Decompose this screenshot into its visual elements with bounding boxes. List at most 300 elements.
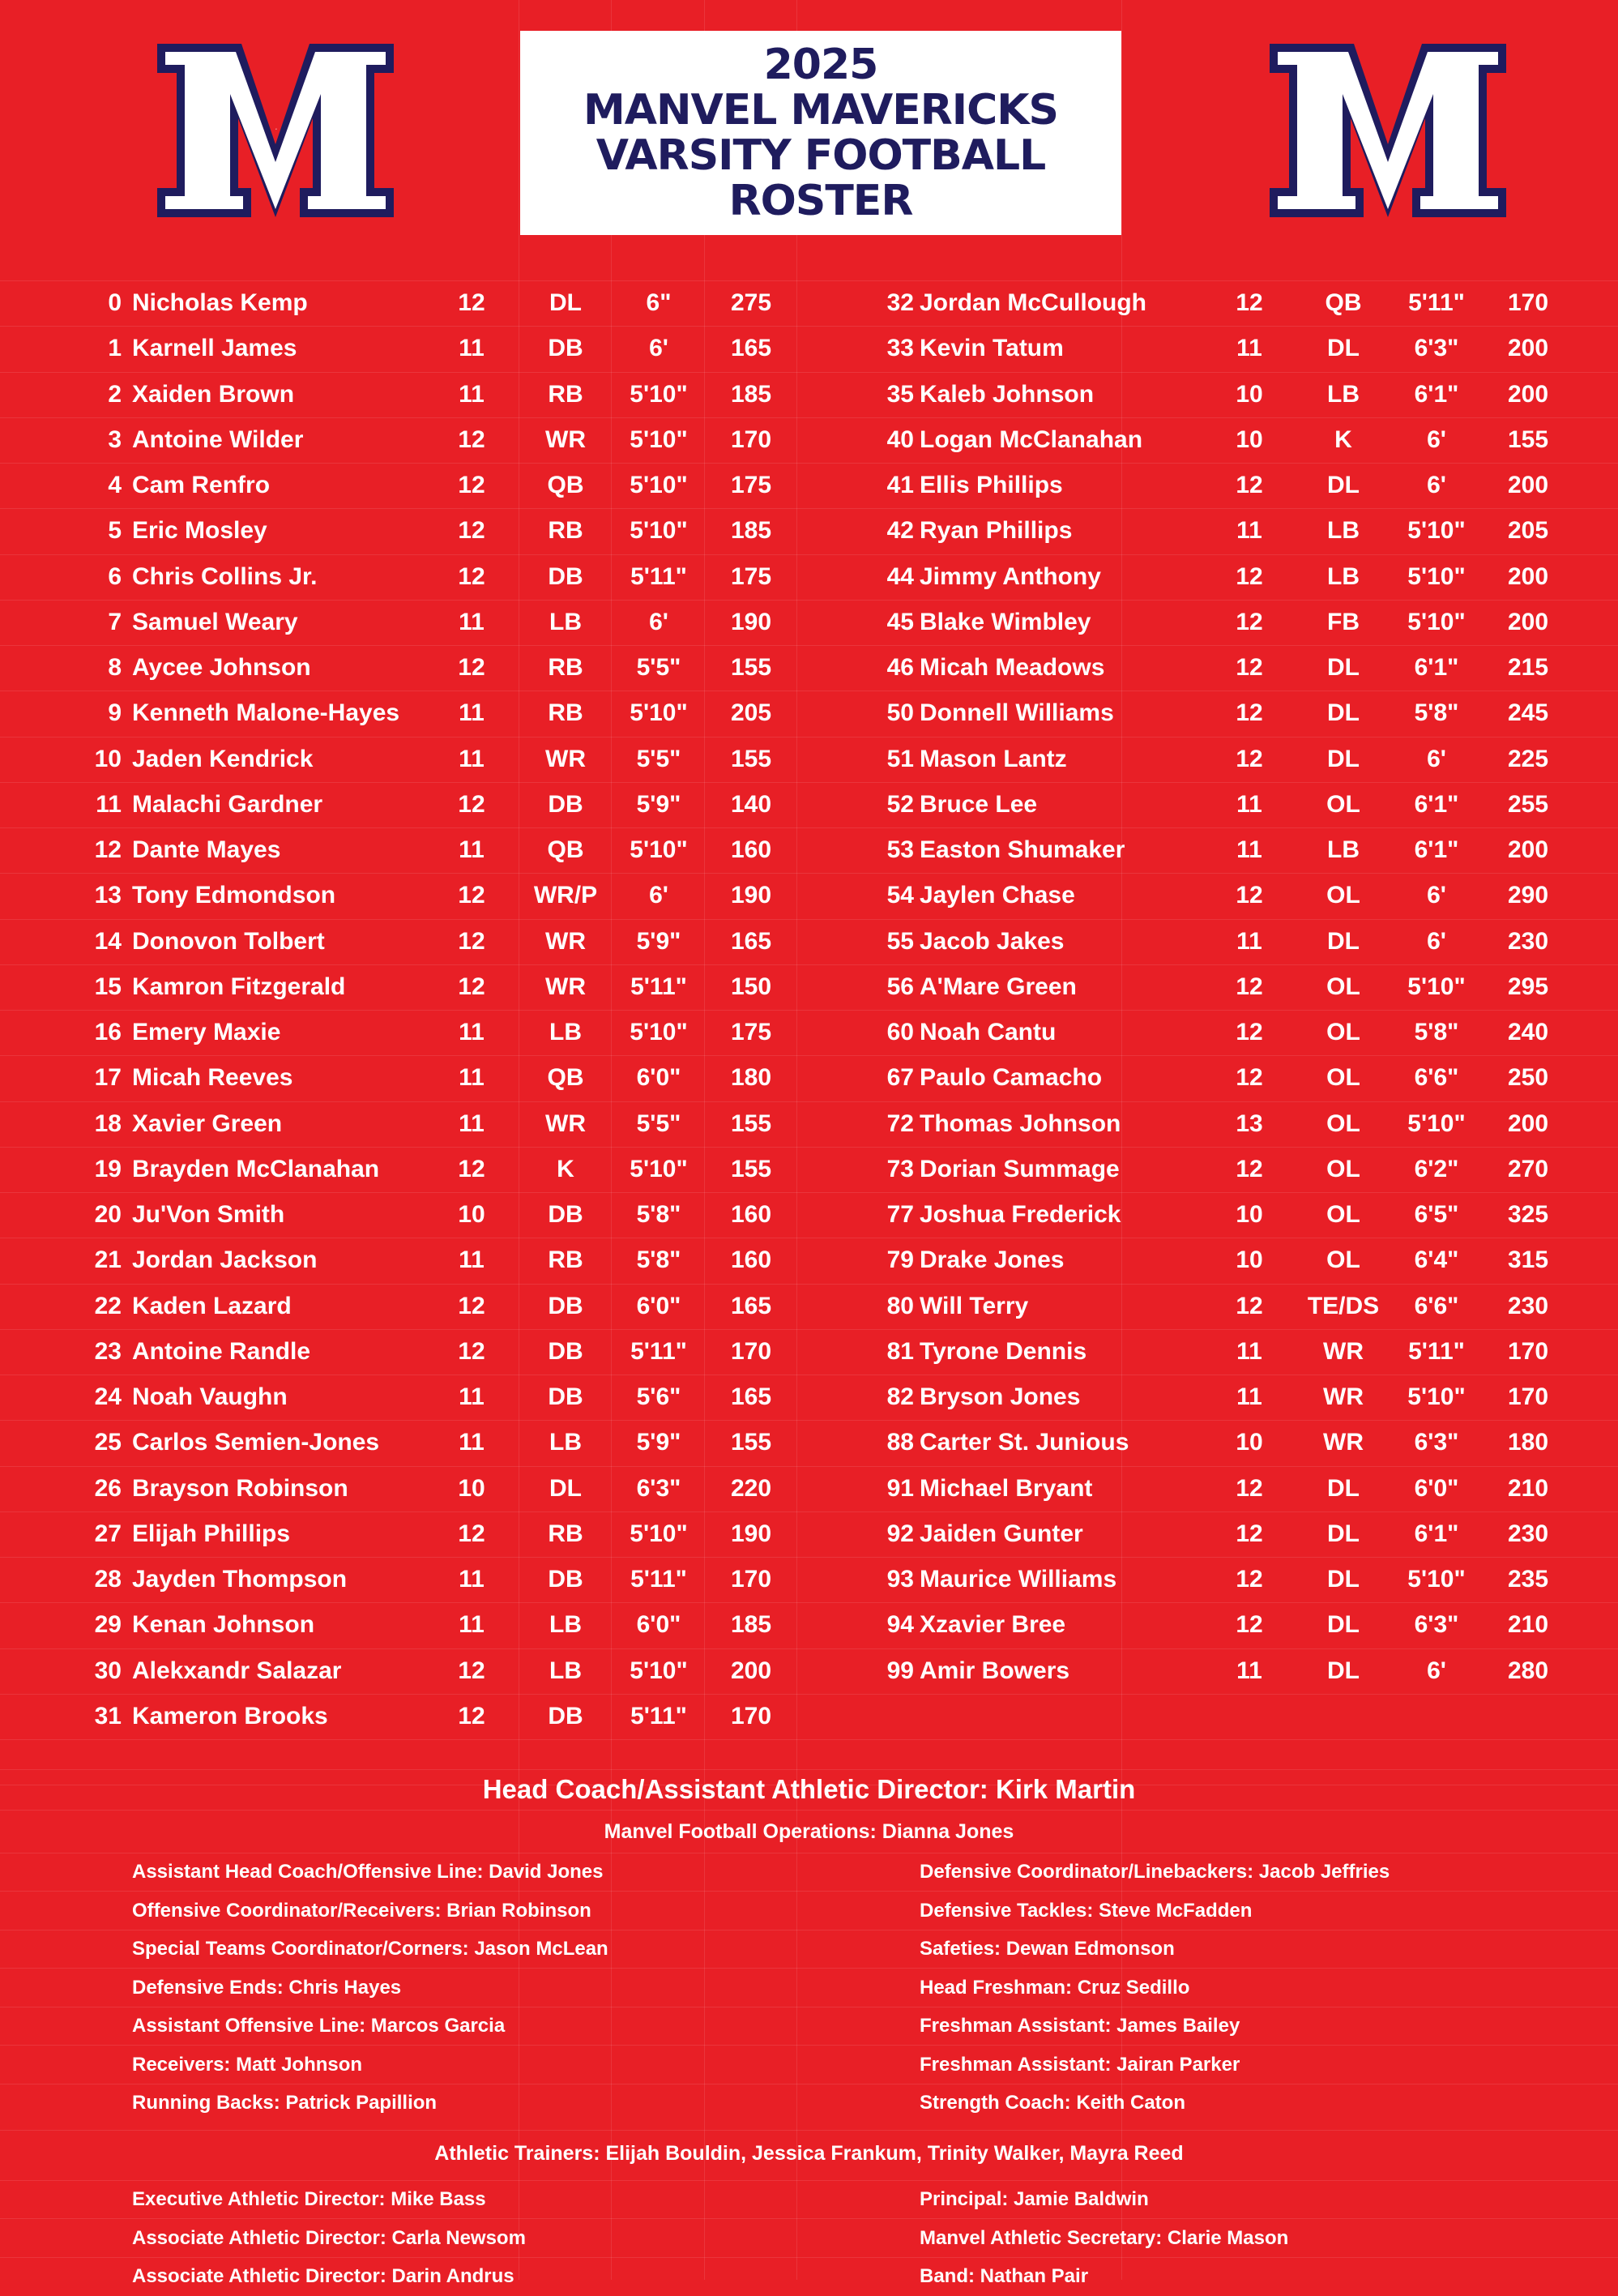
player-grade: 11 (459, 608, 485, 635)
player-height: 5'10" (630, 425, 688, 453)
title-program: VARSITY FOOTBALL (596, 131, 1046, 180)
staff-entry: Freshman Assistant: Jairan Parker (920, 2053, 1240, 2076)
player-height: 5'6" (636, 1383, 681, 1410)
jersey-number: 8 (108, 654, 122, 681)
player-height: 6'3" (1414, 1429, 1459, 1456)
player-name: Aycee Johnson (132, 654, 311, 681)
player-grade: 12 (458, 973, 485, 1000)
player-grade: 12 (458, 1292, 485, 1319)
player-grade: 10 (458, 1474, 485, 1502)
player-height: 5'10" (1407, 1383, 1466, 1410)
staff-entry: Assistant Head Coach/Offensive Line: David Jones (132, 1861, 604, 1883)
player-height: 6'1" (1414, 380, 1459, 408)
player-height: 5'10" (630, 1520, 688, 1547)
player-name: Micah Meadows (920, 654, 1105, 681)
player-weight: 170 (1507, 1383, 1549, 1410)
staff-entry: Head Freshman: Cruz Sedillo (920, 1976, 1190, 1999)
player-height: 6' (649, 882, 668, 909)
player-height: 6' (1427, 1657, 1446, 1684)
player-position: OL (1326, 973, 1360, 1000)
roster-row (802, 691, 1612, 736)
player-weight: 230 (1507, 927, 1549, 955)
player-position: DL (1327, 1520, 1360, 1547)
jersey-number: 44 (886, 562, 914, 590)
player-grade: 11 (459, 1383, 485, 1410)
player-weight: 165 (730, 927, 772, 955)
player-height: 6' (1427, 745, 1446, 772)
player-position: DL (549, 1474, 582, 1502)
player-position: WR (1323, 1383, 1364, 1410)
player-height: 6' (1427, 927, 1446, 955)
jersey-number: 45 (886, 608, 914, 635)
player-weight: 155 (730, 1429, 772, 1456)
player-position: DB (548, 1201, 583, 1228)
jersey-number: 60 (886, 1019, 914, 1045)
player-grade: 10 (1236, 1246, 1263, 1274)
player-grade: 12 (1236, 1292, 1263, 1319)
jersey-number: 41 (886, 472, 914, 498)
player-grade: 12 (1236, 1520, 1263, 1547)
player-grade: 12 (1236, 562, 1263, 590)
jersey-number: 7 (108, 608, 122, 635)
player-name: Maurice Williams (920, 1566, 1117, 1593)
jersey-number: 91 (886, 1474, 914, 1502)
player-position: DL (1327, 1611, 1360, 1639)
player-position: OL (1326, 1110, 1360, 1137)
roster-row (0, 1420, 810, 1465)
jersey-number: 1 (108, 335, 122, 362)
player-position: DL (1327, 745, 1360, 772)
player-position: K (1334, 425, 1352, 453)
player-height: 6' (1427, 472, 1446, 498)
roster-row (802, 873, 1612, 918)
player-name: Jimmy Anthony (920, 562, 1101, 590)
roster-row (802, 1557, 1612, 1602)
roster-row (802, 1284, 1612, 1329)
roster-row (802, 554, 1612, 600)
player-name: A'Mare Green (920, 973, 1077, 1000)
player-weight: 185 (730, 517, 772, 545)
player-name: Jacob Jakes (920, 927, 1065, 955)
player-grade: 11 (459, 1064, 485, 1092)
jersey-number: 73 (886, 1155, 914, 1182)
player-weight: 150 (730, 973, 772, 1000)
player-weight: 170 (730, 425, 772, 453)
player-weight: 275 (730, 289, 772, 316)
player-name: Elijah Phillips (132, 1520, 291, 1547)
coaching-staff-left (132, 1853, 608, 2123)
player-position: LB (549, 608, 582, 635)
jersey-number: 23 (94, 1337, 122, 1365)
player-height: 5'9" (636, 1429, 681, 1456)
admin-entry: Executive Athletic Director: Mike Bass (132, 2188, 486, 2210)
player-height: 5'10" (1407, 517, 1466, 545)
player-position: DB (548, 335, 583, 362)
player-weight: 170 (1507, 289, 1549, 316)
player-weight: 175 (730, 1019, 772, 1045)
roster-row (802, 1147, 1612, 1192)
player-name: Tony Edmondson (132, 882, 336, 909)
jersey-number: 35 (886, 380, 914, 408)
player-grade: 12 (1236, 472, 1263, 498)
roster-row (0, 1192, 810, 1238)
roster-row (0, 782, 810, 827)
roster-row (0, 1511, 810, 1557)
jersey-number: 16 (94, 1019, 122, 1045)
jersey-number: 92 (886, 1520, 914, 1547)
player-name: Paulo Camacho (920, 1064, 1103, 1092)
player-name: Xaiden Brown (132, 380, 295, 408)
player-name: Ju'Von Smith (132, 1201, 285, 1228)
player-weight: 170 (730, 1566, 772, 1593)
player-position: OL (1326, 882, 1360, 909)
roster-row (0, 1648, 810, 1694)
athletic-trainers-line: Athletic Trainers: Elijah Bouldin, Jessica Frankum, Trinity Walker, Mayra Reed (434, 2142, 1184, 2165)
roster-row (0, 600, 810, 645)
roster-row (0, 1375, 810, 1420)
player-grade: 11 (1236, 1383, 1262, 1410)
player-name: Thomas Johnson (920, 1110, 1121, 1137)
player-height: 5'10" (630, 472, 688, 498)
title-team: MANVEL MAVERICKS (583, 86, 1059, 135)
player-position: QB (547, 836, 584, 863)
grid-line (0, 2130, 1618, 2131)
player-weight: 155 (1507, 425, 1549, 453)
jersey-number: 4 (108, 472, 122, 498)
player-name: Antoine Wilder (132, 425, 304, 453)
jersey-number: 17 (94, 1064, 122, 1092)
player-name: Malachi Gardner (132, 790, 323, 818)
player-height: 5'10" (630, 1155, 688, 1182)
player-name: Xavier Green (132, 1110, 283, 1137)
player-weight: 155 (730, 654, 772, 681)
player-grade: 11 (459, 335, 485, 362)
player-height: 6' (1427, 425, 1446, 453)
player-weight: 160 (730, 1201, 772, 1228)
player-grade: 12 (458, 882, 485, 909)
player-position: WR (545, 745, 586, 772)
player-position: RB (548, 380, 583, 408)
player-position: LB (549, 1019, 582, 1045)
jersey-number: 42 (886, 517, 914, 545)
player-name: Kameron Brooks (132, 1702, 328, 1729)
player-name: Samuel Weary (132, 608, 298, 635)
roster-row (802, 280, 1612, 326)
roster-row (0, 691, 810, 736)
player-grade: 11 (1236, 335, 1262, 362)
player-weight: 250 (1507, 1064, 1549, 1092)
player-height: 6' (1427, 882, 1446, 909)
player-position: DB (548, 562, 583, 590)
player-weight: 200 (730, 1657, 772, 1684)
player-weight: 165 (730, 335, 772, 362)
roster-row (0, 1329, 810, 1375)
player-height: 5'10" (630, 699, 688, 727)
player-weight: 160 (730, 836, 772, 863)
player-height: 5'8" (636, 1246, 681, 1274)
roster-row (0, 1238, 810, 1283)
player-position: WR (1323, 1337, 1364, 1365)
jersey-number: 11 (96, 790, 122, 818)
player-grade: 11 (459, 699, 485, 727)
player-grade: 11 (1236, 517, 1262, 545)
jersey-number: 0 (108, 289, 122, 316)
player-position: WR/P (533, 882, 598, 909)
player-position: RB (548, 517, 583, 545)
player-weight: 165 (730, 1292, 772, 1319)
roster-row (802, 1511, 1612, 1557)
player-height: 5'5" (636, 745, 681, 772)
jersey-number: 20 (94, 1201, 122, 1228)
player-grade: 12 (1236, 608, 1263, 635)
roster-row (802, 463, 1612, 508)
player-height: 6'4" (1414, 1246, 1459, 1274)
player-weight: 240 (1507, 1019, 1549, 1045)
player-name: Drake Jones (920, 1246, 1065, 1274)
player-grade: 12 (1236, 973, 1263, 1000)
player-name: Kenan Johnson (132, 1611, 315, 1639)
player-grade: 12 (1236, 882, 1263, 909)
player-name: Jaiden Gunter (920, 1520, 1083, 1547)
player-grade: 11 (1236, 927, 1262, 955)
jersey-number: 5 (108, 517, 122, 545)
player-grade: 12 (1236, 745, 1263, 772)
player-position: TE/DS (1307, 1292, 1380, 1319)
jersey-number: 99 (886, 1657, 914, 1684)
jersey-number: 22 (94, 1292, 122, 1319)
jersey-number: 56 (886, 973, 914, 1000)
player-weight: 185 (730, 380, 772, 408)
player-grade: 11 (1236, 1657, 1262, 1684)
player-name: Nicholas Kemp (132, 289, 308, 316)
roster-row (802, 1329, 1612, 1375)
player-name: Chris Collins Jr. (132, 562, 318, 590)
admin-entry: Associate Athletic Director: Darin Andrus (132, 2265, 514, 2287)
jersey-number: 24 (94, 1383, 122, 1410)
player-name: Kevin Tatum (920, 335, 1064, 362)
jersey-number: 30 (94, 1657, 122, 1684)
player-weight: 155 (730, 1155, 772, 1182)
player-weight: 140 (730, 790, 772, 818)
roster-row (802, 1648, 1612, 1694)
player-weight: 220 (730, 1474, 772, 1502)
player-weight: 290 (1507, 882, 1549, 909)
player-weight: 255 (1507, 790, 1549, 818)
roster-row (0, 1466, 810, 1511)
player-grade: 12 (1236, 1611, 1263, 1639)
jersey-number: 14 (94, 927, 122, 955)
roster-row (802, 1010, 1612, 1055)
head-coach-line: Head Coach/Assistant Athletic Director: Kirk Martin (482, 1774, 1136, 1804)
administration-right (920, 2180, 1288, 2296)
player-height: 6'6" (1414, 1064, 1459, 1092)
player-position: QB (1325, 289, 1362, 316)
player-height: 5'8" (636, 1201, 681, 1228)
staff-entry: Running Backs: Patrick Papillion (132, 2092, 438, 2114)
staff-entry: Strength Coach: Keith Caton (920, 2092, 1185, 2114)
player-name: Tyrone Dennis (920, 1337, 1087, 1365)
roster-row (802, 1238, 1612, 1283)
player-position: DL (1327, 1657, 1360, 1684)
player-name: Kaleb Johnson (920, 380, 1095, 408)
player-weight: 200 (1507, 1110, 1549, 1137)
player-name: Noah Cantu (920, 1019, 1057, 1045)
player-height: 6'0" (636, 1064, 681, 1092)
player-height: 5'11" (630, 973, 687, 1000)
roster-row (0, 1055, 810, 1101)
player-grade: 10 (1236, 1429, 1263, 1456)
player-name: Donovon Tolbert (132, 927, 325, 955)
player-name: Emery Maxie (132, 1019, 281, 1045)
player-height: 6'0" (636, 1292, 681, 1319)
player-grade: 11 (459, 1566, 485, 1593)
player-name: Karnell James (132, 335, 297, 362)
roster-row (0, 417, 810, 463)
player-height: 5'11" (1408, 289, 1465, 316)
roster-row (802, 1101, 1612, 1147)
player-grade: 12 (1236, 1019, 1263, 1045)
jersey-number: 88 (886, 1429, 914, 1456)
roster-row (802, 372, 1612, 417)
player-grade: 13 (1236, 1110, 1263, 1137)
roster-row (802, 645, 1612, 691)
player-weight: 215 (1507, 654, 1549, 681)
player-name: Joshua Frederick (920, 1201, 1121, 1228)
roster-row (0, 873, 810, 918)
roster-row (0, 645, 810, 691)
roster-row (0, 1557, 810, 1602)
roster-row (802, 508, 1612, 554)
player-height: 6'1" (1414, 836, 1459, 863)
player-name: Bryson Jones (920, 1383, 1081, 1410)
roster-row (0, 372, 810, 417)
roster-row (0, 554, 810, 600)
roster-right-column (802, 280, 1612, 1694)
player-name: Kaden Lazard (132, 1292, 292, 1319)
jersey-number: 28 (94, 1566, 122, 1593)
player-grade: 11 (1236, 790, 1262, 818)
player-position: DB (548, 1383, 583, 1410)
jersey-number: 32 (886, 289, 914, 316)
jersey-number: 18 (94, 1110, 122, 1137)
administration-left (132, 2180, 526, 2296)
jersey-number: 2 (108, 380, 122, 408)
roster-row (0, 508, 810, 554)
player-height: 5'10" (630, 380, 688, 408)
player-position: K (557, 1155, 574, 1182)
admin-entry: Principal: Jamie Baldwin (920, 2188, 1149, 2210)
player-grade: 12 (1236, 1566, 1263, 1593)
jersey-number: 72 (886, 1110, 914, 1137)
player-height: 5'5" (636, 654, 681, 681)
player-position: DL (549, 289, 582, 316)
player-weight: 155 (730, 745, 772, 772)
staff-entry: Freshman Assistant: James Bailey (920, 2015, 1240, 2037)
admin-entry: Band: Nathan Pair (920, 2265, 1089, 2287)
player-grade: 11 (459, 380, 485, 408)
player-position: WR (545, 425, 586, 453)
grid-line (0, 1739, 1618, 1740)
player-position: OL (1326, 1246, 1360, 1274)
player-grade: 12 (458, 562, 485, 590)
player-weight: 210 (1507, 1474, 1549, 1502)
player-position: WR (545, 973, 586, 1000)
football-operations-line: Manvel Football Operations: Dianna Jones (604, 1820, 1014, 1843)
grid-line (0, 1810, 1618, 1811)
player-weight: 225 (1507, 745, 1549, 772)
player-position: QB (547, 1064, 584, 1092)
player-height: 5'10" (1407, 608, 1466, 635)
player-position: LB (1327, 517, 1360, 545)
player-height: 6'3" (636, 1474, 681, 1502)
staff-entry: Defensive Ends: Chris Hayes (132, 1976, 402, 1999)
roster-row (0, 919, 810, 964)
staff-entry: Assistant Offensive Line: Marcos Garcia (132, 2015, 506, 2037)
player-position: DL (1327, 1566, 1360, 1593)
player-weight: 200 (1507, 608, 1549, 635)
player-name: Alekxandr Salazar (132, 1657, 342, 1684)
player-name: Cam Renfro (132, 472, 271, 498)
roster-row (802, 1466, 1612, 1511)
player-name: Carlos Semien-Jones (132, 1429, 380, 1456)
player-height: 6'5" (1414, 1201, 1459, 1228)
player-weight: 270 (1507, 1155, 1549, 1182)
player-weight: 190 (730, 1520, 772, 1547)
player-weight: 315 (1507, 1246, 1549, 1274)
player-weight: 175 (730, 472, 772, 498)
player-position: LB (1327, 380, 1360, 408)
player-height: 6'0" (636, 1611, 681, 1639)
player-weight: 200 (1507, 472, 1549, 498)
player-name: Dante Mayes (132, 836, 281, 863)
player-position: OL (1326, 790, 1360, 818)
jersey-number: 55 (886, 927, 914, 955)
player-grade: 12 (458, 517, 485, 545)
player-name: Brayden McClanahan (132, 1155, 380, 1182)
player-weight: 155 (730, 1110, 772, 1137)
player-grade: 11 (1236, 1337, 1262, 1365)
player-name: Will Terry (920, 1292, 1029, 1319)
player-grade: 11 (459, 745, 485, 772)
roster-row (0, 737, 810, 782)
player-height: 6'3" (1414, 335, 1459, 362)
title-year: 2025 (763, 41, 878, 89)
player-name: Ryan Phillips (920, 517, 1073, 545)
player-weight: 295 (1507, 973, 1549, 1000)
player-position: DL (1327, 654, 1360, 681)
roster-row (0, 1101, 810, 1147)
player-weight: 235 (1507, 1566, 1549, 1593)
player-grade: 12 (458, 1657, 485, 1684)
player-grade: 12 (458, 790, 485, 818)
player-position: DL (1327, 472, 1360, 498)
player-height: 6'3" (1414, 1611, 1459, 1639)
player-name: Kamron Fitzgerald (132, 973, 346, 1000)
player-height: 5'11" (630, 1702, 687, 1729)
player-name: Logan McClanahan (920, 425, 1143, 453)
player-weight: 230 (1507, 1292, 1549, 1319)
player-grade: 12 (1236, 699, 1263, 727)
player-position: DL (1327, 927, 1360, 955)
player-height: 5'10" (1407, 1110, 1466, 1137)
player-height: 6'2" (1414, 1155, 1459, 1182)
player-height: 5'10" (1407, 562, 1466, 590)
player-weight: 210 (1507, 1611, 1549, 1639)
player-grade: 11 (459, 1019, 485, 1045)
roster-left-column (0, 280, 810, 1739)
jersey-number: 26 (94, 1474, 122, 1502)
player-name: Micah Reeves (132, 1064, 293, 1092)
